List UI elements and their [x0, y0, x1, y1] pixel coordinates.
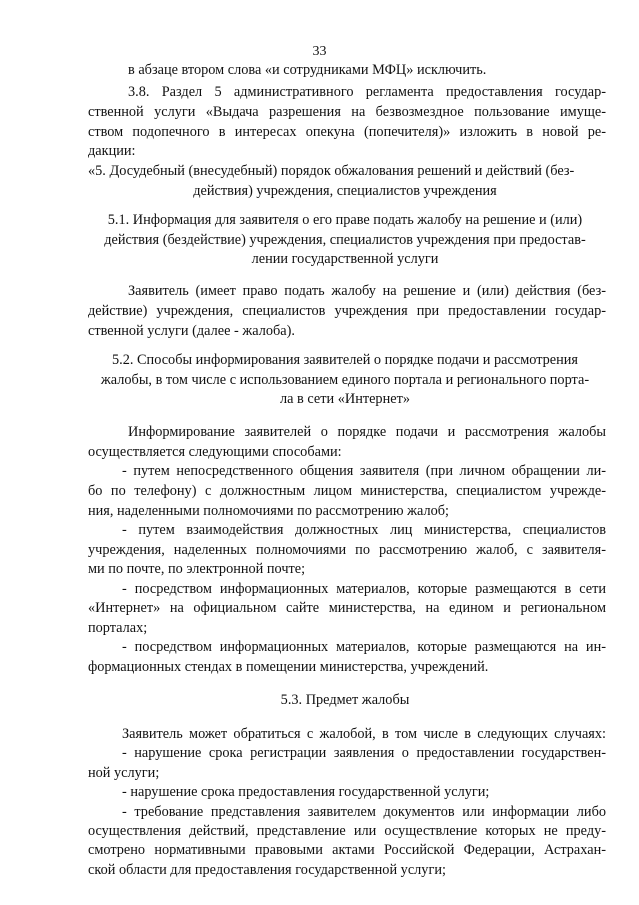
text-line: 3.8. Раздел 5 административного регламента предоставления государ- — [128, 84, 606, 100]
text-line: учреждения, наделенных полномочиями по рассмотрению жалоб, с заявителя- — [88, 542, 606, 558]
text-line: Информирование заявителей о порядке подачи и рассмотрения жалобы — [128, 424, 606, 440]
text-line: «Интернет» на официальном сайте министерства, на едином и региональном — [88, 600, 606, 616]
page-number: 33 — [312, 44, 327, 59]
text-line: ла в сети «Интернет» — [280, 391, 410, 407]
text-line: 5.1. Информация для заявителя о его праве подать жалобу на решение и (или) — [107, 212, 583, 228]
text-line: порталах; — [88, 620, 148, 636]
text-line: жалобы, в том числе с использованием единого портала и регионального порта- — [100, 372, 590, 388]
text-line: - нарушение срока регистрации заявления о предоставлении государствен- — [122, 745, 606, 761]
text-line: Заявитель (имеет право подать жалобу на решение и (или) действия (без- — [128, 283, 606, 299]
text-line: - посредством информационных материалов, которые размещаются в сети — [122, 581, 606, 597]
text-line: ственной услуги (далее - жалоба). — [88, 323, 295, 339]
text-line: - нарушение срока предоставления государственной услуги; — [122, 784, 490, 800]
text-line: 5.2. Способы информирования заявителей о порядке подачи и рассмотрения — [111, 352, 579, 368]
text-line: в абзаце втором слова «и сотрудниками МФЦ» исключить. — [128, 62, 487, 78]
text-line: ния, наделенными полномочиями по рассмотрению жалоб; — [88, 503, 450, 519]
text-line: формационных стендах в помещении министерства, учреждений. — [88, 659, 489, 675]
text-line: осуществления действий, представление или осуществление которых не преду- — [88, 823, 606, 839]
text-line: дакции: — [88, 143, 136, 159]
text-line: 5.3. Предмет жалобы — [280, 692, 410, 708]
text-line: Заявитель может обратиться с жалобой, в том числе в следующих случаях: — [122, 726, 606, 742]
text-line: ской области для предоставления государственной услуги; — [88, 862, 446, 878]
text-line: лении государственной услуги — [251, 251, 439, 267]
text-line: - путем взаимодействия должностных лиц министерства, специалистов — [122, 522, 606, 538]
text-line: действия) учреждения, специалистов учреждения — [193, 183, 497, 199]
text-line: ми по почте, по электронной почте; — [88, 561, 306, 577]
text-line: ством подопечного в интересах опекуна (попечителя)» изложить в новой ре- — [88, 124, 606, 140]
text-line: ной услуги; — [88, 765, 160, 781]
text-line: - требование представления заявителем документов или информации либо — [122, 804, 606, 820]
text-line: действия (бездействие) учреждения, специалистов учреждения при предостав- — [104, 232, 586, 248]
text-line: бо по телефону) с должностным лицом министерства, специалистом учрежде- — [88, 483, 606, 499]
text-line: «5. Досудебный (внесудебный) порядок обжалования решений и действий (без- — [88, 163, 575, 179]
text-line: - путем непосредственного общения заявителя (при личном обращении ли- — [122, 463, 606, 479]
text-line: действие) учреждения, специалистов учреждения при предоставлении государ- — [88, 303, 606, 319]
text-line: смотрено нормативными правовыми актами Российской Федерации, Астрахан- — [88, 842, 606, 858]
text-line: осуществляется следующими способами: — [88, 444, 342, 460]
text-line: ственной услуги «Выдача разрешения на безвозмездное пользование имуще- — [88, 104, 606, 120]
text-line: - посредством информационных материалов, которые размещаются на ин- — [122, 639, 606, 655]
